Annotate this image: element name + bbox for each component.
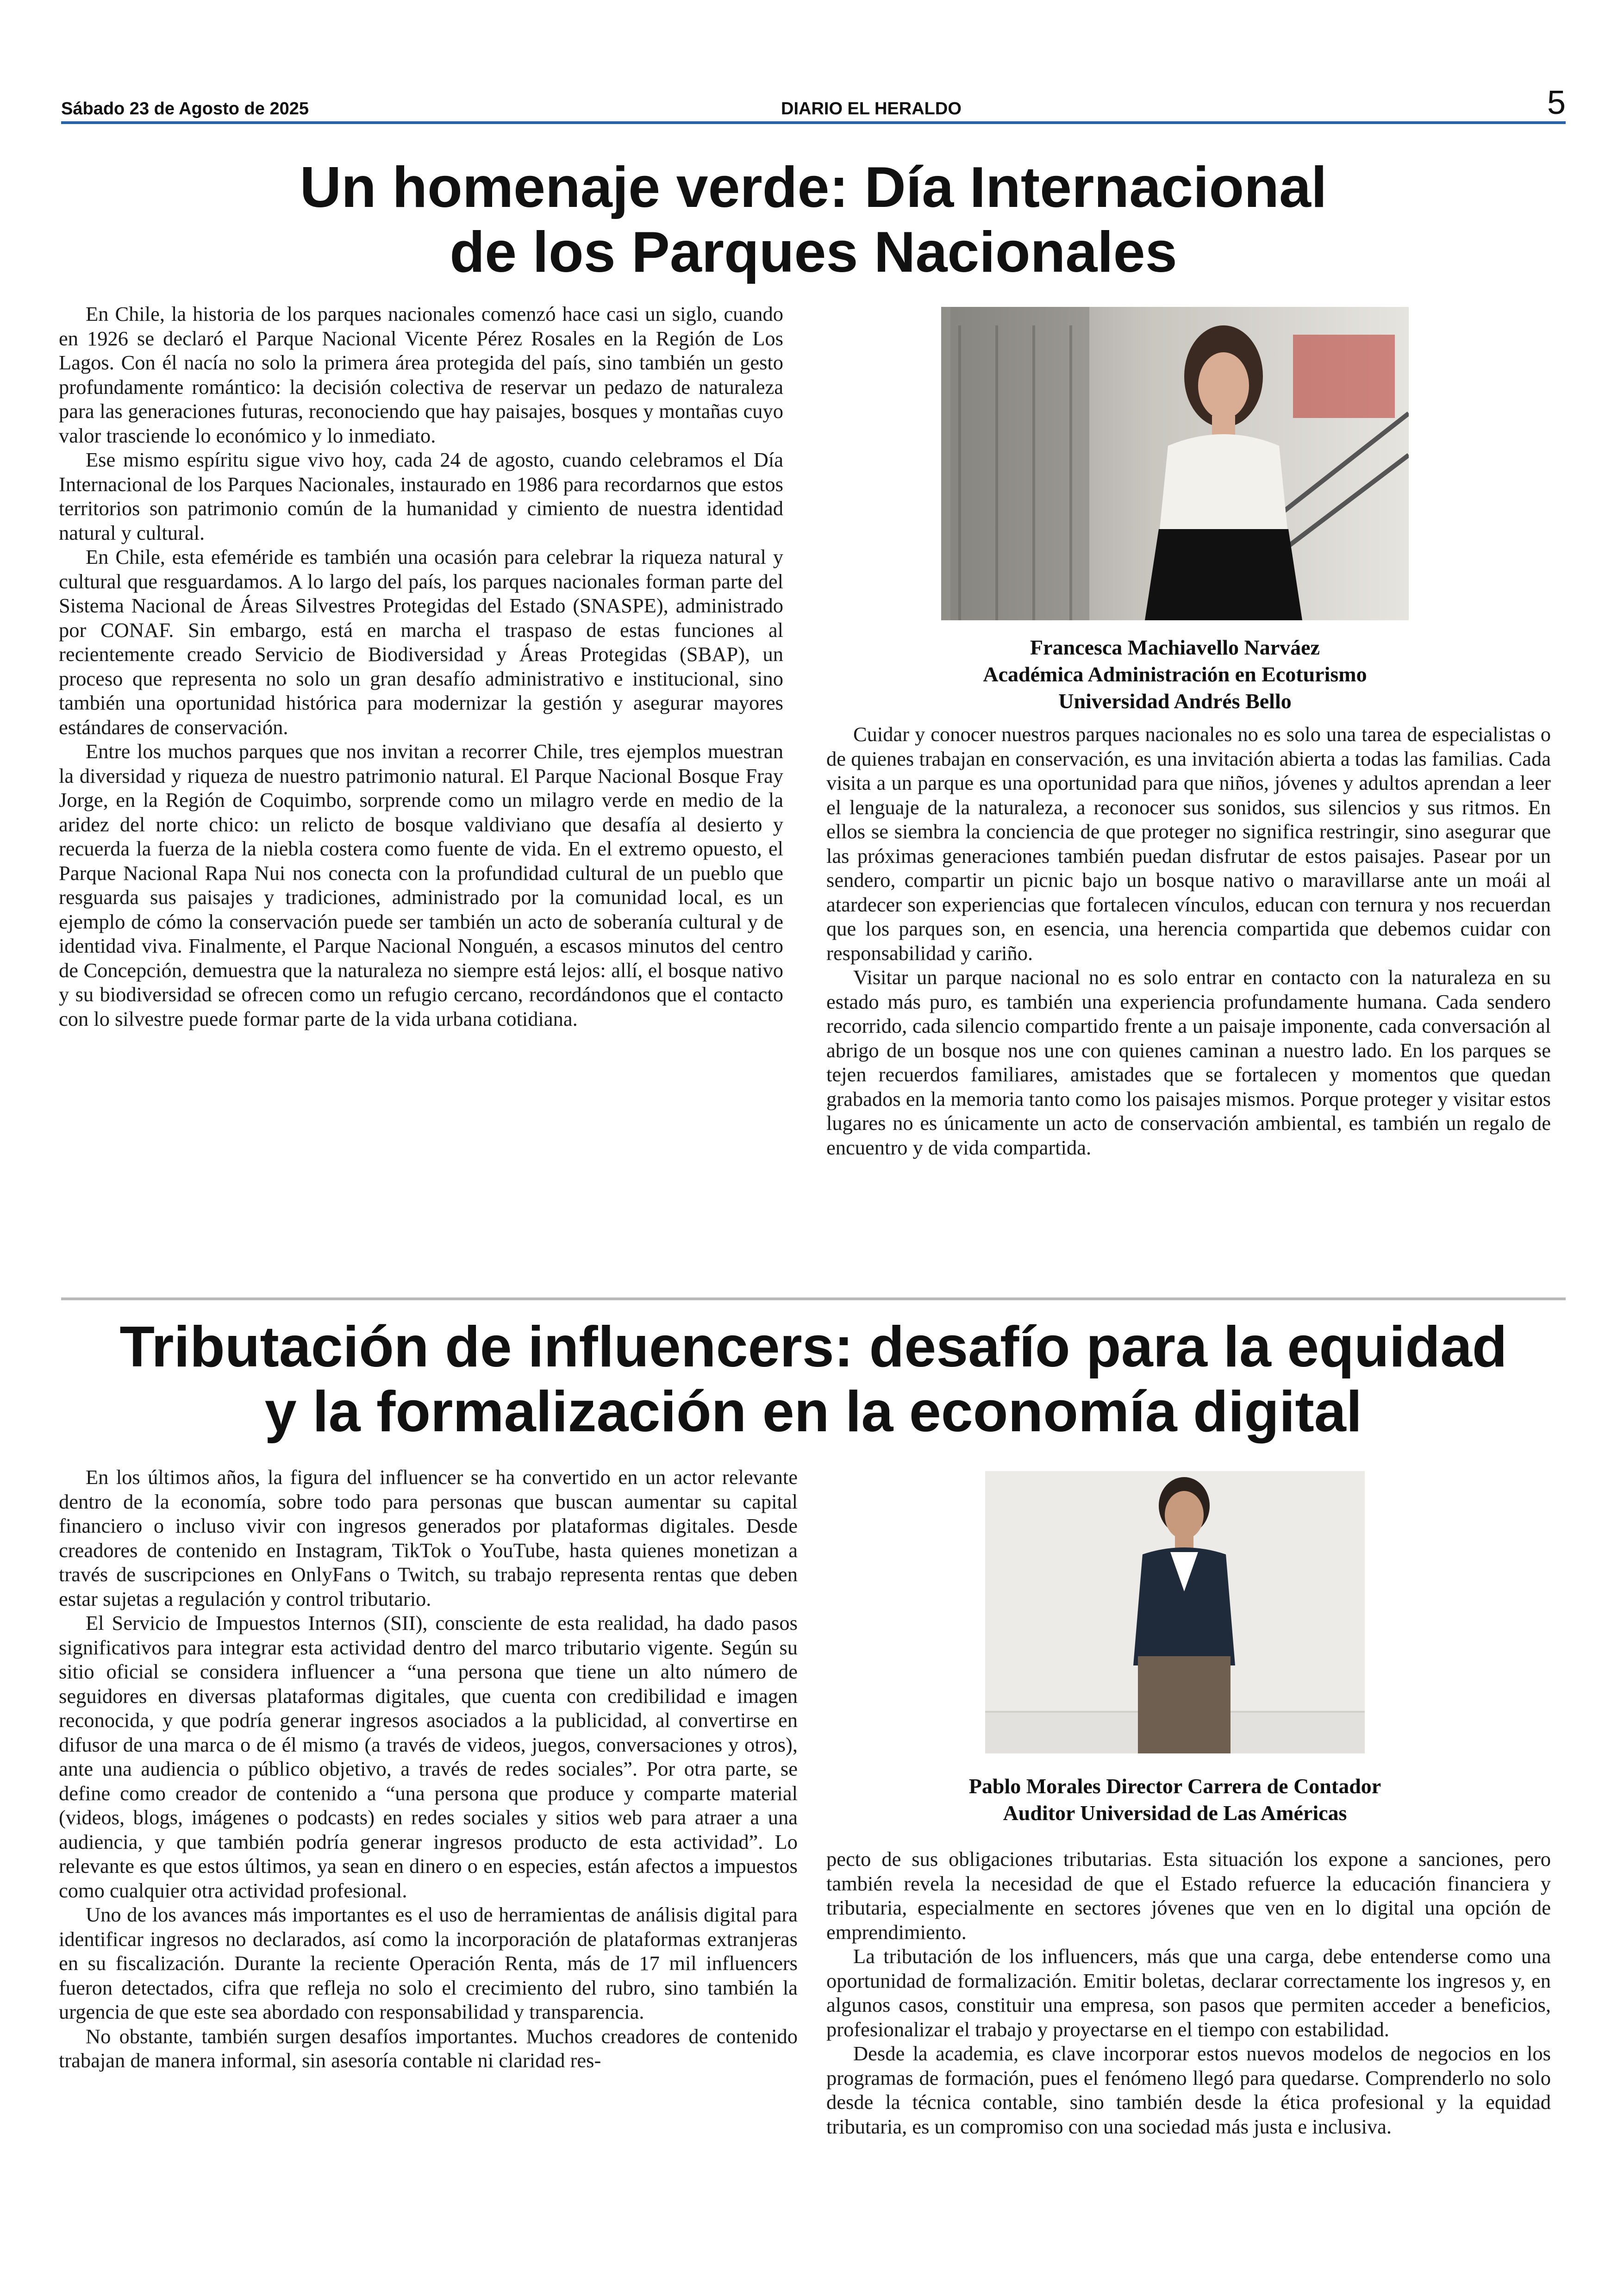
article1-left-column: [59, 302, 783, 1031]
caption-line: Universidad Andrés Bello: [1058, 689, 1292, 713]
newspaper-name: DIARIO EL HERALDO: [781, 99, 962, 118]
article2-paragraph: En los últimos años, la figura del influencer se ha convertido en un actor relevante dentro de la economía, sobre todo para personas que buscan aumentar su capital financiero o incluso vivir con ingresos generados por plataformas digitales. Desde creadores de contenido en Instagram, TikTok o YouTube, hasta quienes monetizan a través de suscripciones en OnlyFans o Twitch, su trabajo representa rentas que deben estar sujetas a regulación y control tributario.: [59, 1466, 798, 1610]
section-divider: [61, 1297, 1566, 1300]
article2-paragraph: No obstante, también surgen desafíos importantes. Muchos creadores de contenido trabajan de manera informal, sin asesoría contable ni claridad res-: [59, 2024, 798, 2072]
header-rule: [61, 121, 1566, 124]
article2-left-column: [59, 1465, 798, 2073]
article2-right-column: [826, 1847, 1551, 2139]
article2-headline-line1: Tributación de influencers: desafío para la equidad: [119, 1315, 1507, 1379]
article2-paragraph: La tributación de los influencers, más que una carga, debe entenderse como una oportunidad de formalización. Emitir boletas, declarar correctamente los ingresos y, en algunos casos, constituir una empresa, son pasos que permiten acceder a beneficios, profesionalizar el trabajo y proyectarse en el tiempo con estabilidad.: [826, 1945, 1551, 2041]
article2-paragraph: Desde la academia, es clave incorporar estos nuevos modelos de negocios en los programas de formación, pues el fenómeno llegó para quedarse. Comprenderlo no solo desde la técnica contable, sino también desde la ética profesional y la equidad tributaria, es un compromiso con una sociedad más justa e inclusiva.: [826, 2042, 1551, 2138]
article1-paragraph: En Chile, esta efeméride es también una ocasión para celebrar la riqueza natural y cultural que resguardamos. A lo largo del país, los parques nacionales forman parte del Sistema Nacional de Áreas Silvestres Protegidas del Estado (SNASPE), administrado por CONAF. Sin embargo, está en marcha el traspaso de estas funciones al recientemente creado Servicio de Biodiversidad y Áreas Protegidas (SBAP), un proceso que representa no solo un gran desafío administrativo e institucional, sino también una oportunidad histórica para modernizar la gestión y asegurar mayores estándares de conservación.: [59, 545, 783, 739]
page-number: 5: [1547, 84, 1566, 121]
article2-paragraph: Uno de los avances más importantes es el uso de herramientas de análisis digital para identificar ingresos no declarados, así como la incorporación de plataformas extranjeras en su fiscalización. Durante la reciente Operación Renta, más de 17 mil influencers fueron detectados, cifra que refleja no solo el crecimiento del rubro, sino también la urgencia de que este sea abordado con responsabilidad y transparencia.: [59, 1903, 798, 2023]
caption-line: Auditor Universidad de Las Américas: [1003, 1801, 1347, 1825]
article1-right-column: [826, 722, 1551, 1160]
issue-date: Sábado 23 de Agosto de 2025: [61, 99, 309, 118]
article2-paragraph-continued: pecto de sus obligaciones tributarias. Esta situación los expone a sanciones, pero también revela la necesidad de que el Estado refuerce la educación financiera y tributaria, especialmente en sectores jóvenes que ven en lo digital una opción de emprendimiento.: [826, 1847, 1551, 1944]
article1-paragraph: Ese mismo espíritu sigue vivo hoy, cada 24 de agosto, cuando celebramos el Día Internacional de los Parques Nacionales, instaurado en 1986 para recordarnos que estos territorios son patrimonio común de la humanidad y cimiento de nuestra identidad natural y cultural.: [59, 448, 783, 544]
article1-paragraph: Visitar un parque nacional no es solo entrar en contacto con la naturaleza en su estado más puro, es también una experiencia profundamente humana. Cada sendero recorrido, cada silencio compartido frente a un paisaje imponente, cada conversación al abrigo de un bosque nos une con quienes caminan a nuestro lado. En los parques se tejen recuerdos familiares, amistades que se fortalecen y momentos que quedan grabados en la memoria tanto como los paisajes mismos. Porque proteger y visitar estos lugares no es únicamente un acto de conservación ambiental, es también un regalo de encuentro y de vida compartida.: [826, 966, 1551, 1159]
article1-headline-line2: de los Parques Nacionales: [450, 220, 1177, 284]
article1-paragraph: Entre los muchos parques que nos invitan a recorrer Chile, tres ejemplos muestran la diversidad y riqueza de nuestro patrimonio natural. El Parque Nacional Bosque Fray Jorge, en la Región de Coquimbo, sorprende como un milagro verde en medio de la aridez del norte chico: un relicto de bosque valdiviano que desafía al desierto y recuerda la fuerza de la niebla costera como fuente de vida. En el extremo opuesto, el Parque Nacional Rapa Nui nos conecta con la profundidad cultural de un pueblo que resguarda sus paisajes y tradiciones, administrado por la comunidad local, es un ejemplo de cómo la conservación puede ser también un acto de soberanía cultural y de identidad viva. Finalmente, el Parque Nacional Nonguén, a escasos minutos del centro de Concepción, demuestra que la naturaleza no siempre está lejos: allí, el bosque nativo y su biodiversidad se ofrecen como un refugio cercano, recordándonos que el contacto con lo silvestre puede formar parte de la vida urbana cotidiana.: [59, 740, 783, 1030]
article1-headline-line1: Un homenaje verde: Día Internacional: [300, 156, 1327, 219]
article2-paragraph: El Servicio de Impuestos Internos (SII), consciente de esta realidad, ha dado pasos significativos para integrar esta actividad dentro del marco tributario vigente. Según su sitio oficial se considera influencer a “una persona que tiene un alto número de seguidores en diversas plataformas digitales, que cuenta con credibilidad e imagen reconocida, y que podría generar ingresos asociados a la publicidad, al convertirse en difusor de una marca o de él mismo (a través de videos, juegos, conversaciones y otros), ante una audiencia o público objetivo, a través de redes sociales”. Por otra parte, se define como creador de contenido a “una persona que produce y comparte material (videos, blogs, imágenes o podcasts) en redes sociales y sitios web para atraer a una audiencia, y que también podría generar ingresos producto de esta actividad”. Lo relevante es que estos últimos, ya sean en dinero o en especies, están afectos a impuestos como cualquier otra actividad profesional.: [59, 1611, 798, 1902]
caption-line: Académica Administración en Ecoturismo: [983, 662, 1367, 686]
author-photo-francesca: [941, 307, 1409, 620]
article1-paragraph: En Chile, la historia de los parques nacionales comenzó hace casi un siglo, cuando en 1926 se declaró el Parque Nacional Vicente Pérez Rosales en la Región de Los Lagos. Con él nacía no solo la primera área protegida del país, sino también un gesto profundamente romántico: la decisión colectiva de reservar un pedazo de naturaleza para las generaciones futuras, reconociendo que hay paisajes, bosques y montañas cuyo valor trasciende lo económico y lo inmediato.: [59, 302, 783, 447]
author-photo-pablo: [985, 1471, 1365, 1753]
article1-headline: [61, 155, 1566, 285]
photo-caption-francesca: [880, 634, 1470, 715]
article1-paragraph: Cuidar y conocer nuestros parques nacionales no es solo una tarea de especialistas o de quienes trabajan en conservación, es una invitación abierta a todas las familias. Cada visita a un parque es una oportunidad para que niños, jóvenes y adultos aprendan a leer el lenguaje de la naturaleza, a reconocer sus sonidos, sus silencios y sus ritmos. En ellos se siembra la conciencia de que proteger no significa restringir, sino asegurar que las próximas generaciones también puedan disfrutar de estos paisajes. Pasear por un sendero, compartir un picnic bajo un bosque nativo o maravillarse ante un moái al atardecer son experiencias que fortalecen vínculos, educan con ternura y nos recuerdan que los parques son, en esencia, una herencia compartida que debemos cuidar con responsabilidad y cariño.: [826, 723, 1551, 965]
page-header: [61, 86, 1566, 124]
caption-line: Pablo Morales Director Carrera de Contador: [968, 1774, 1381, 1798]
article2-headline-line2: y la formalización en la economía digital: [264, 1380, 1362, 1444]
caption-line: Francesca Machiavello Narváez: [1030, 636, 1320, 659]
article2-headline: [61, 1315, 1566, 1444]
photo-caption-pablo: [880, 1773, 1470, 1827]
